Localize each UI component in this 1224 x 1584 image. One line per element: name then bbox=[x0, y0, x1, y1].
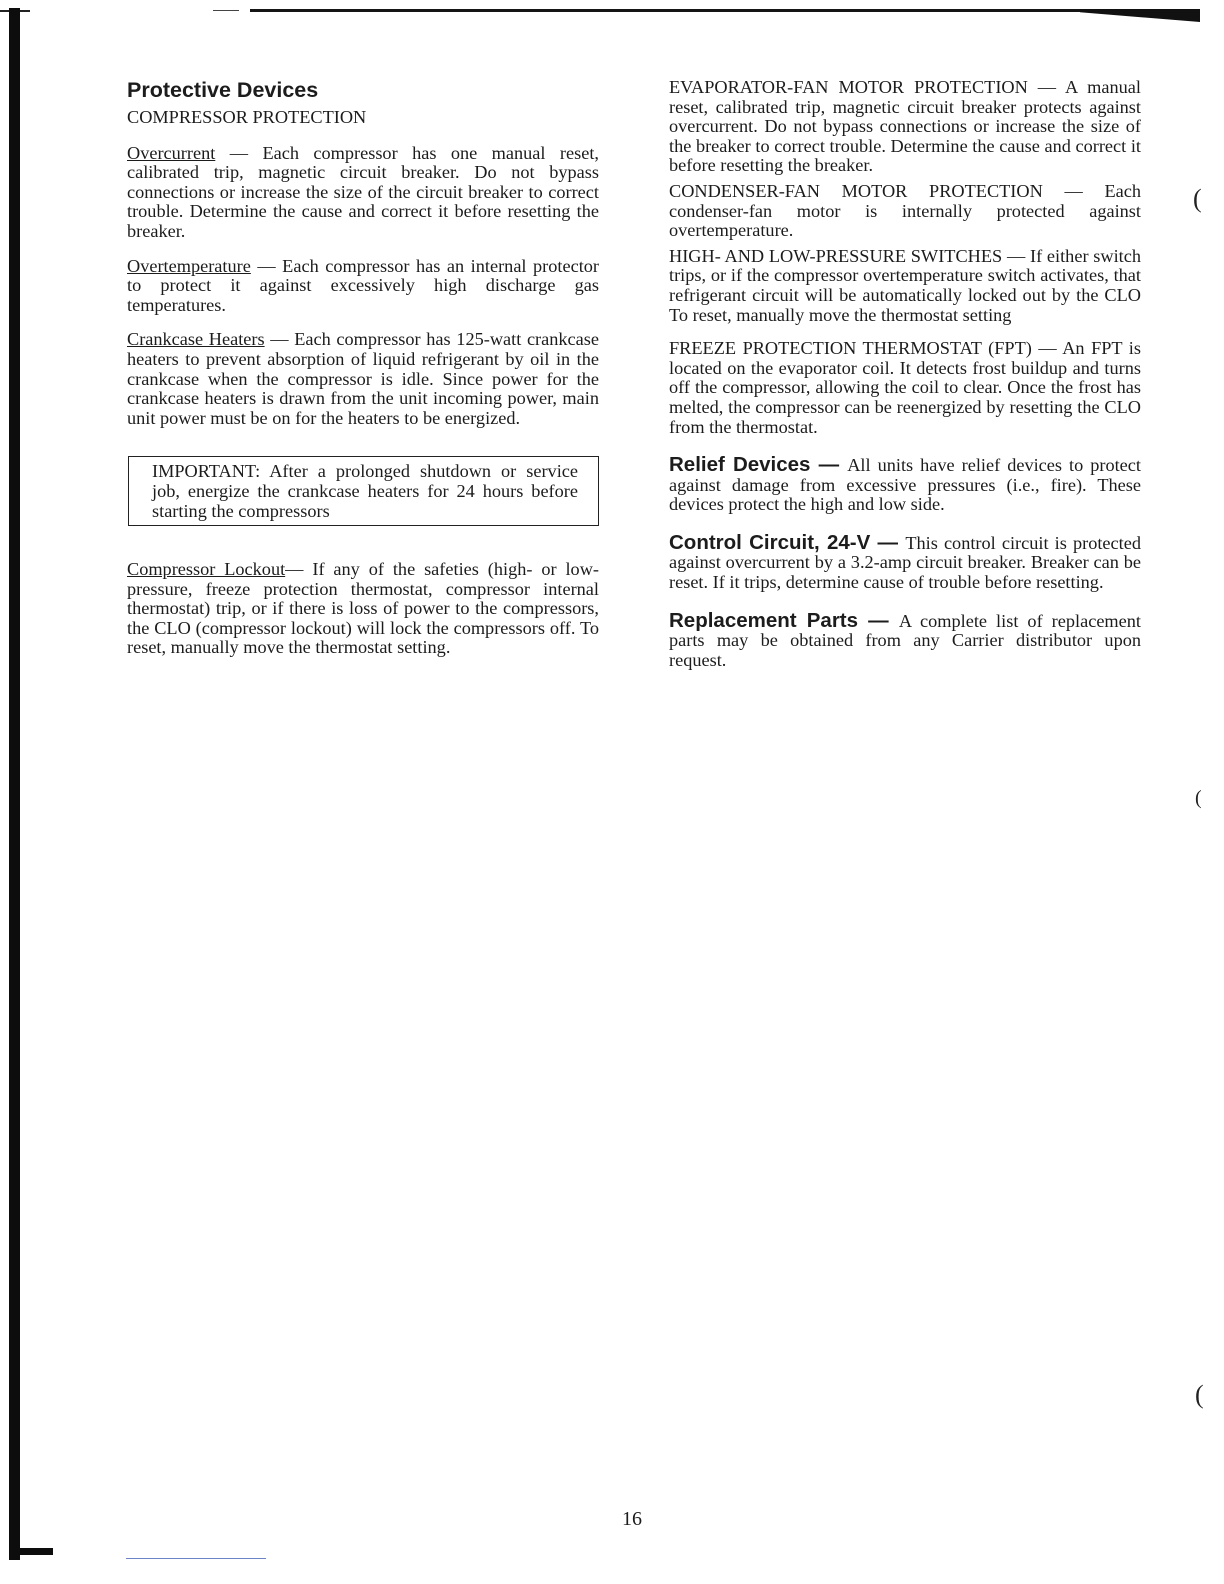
freeze-protection-label: FREEZE PROTECTION THERMOSTAT (FPT) bbox=[669, 338, 1032, 359]
control-circuit-paragraph: Control Circuit, 24-V — This control circuit is protected against overcurrent by a 3.2-amp circuit breaker. Breaker can be reset. If it trips, determine cause of trouble before resetting. bbox=[669, 530, 1141, 593]
compressor-protection-heading: COMPRESSOR PROTECTION bbox=[127, 107, 367, 127]
pressure-switches-paragraph: HIGH- AND LOW-PRESSURE SWITCHES — If either switch trips, or if the compressor overtemperature switch activates, that refrigerant circuit will be automatically locked out by the CLO To reset, manually move the thermostat setting bbox=[669, 245, 1142, 325]
condenser-fan-text: Each condenser-fan motor is internally protected against overtemperature. bbox=[669, 180, 1142, 241]
control-circuit-text: This control circuit is protected against overcurrent by a 3.2-amp circuit breaker. Breaker can be reset. If it trips, determine cause of trouble before resetting. bbox=[669, 532, 1141, 593]
evaporator-fan-text: A manual reset, calibrated trip, magnetic circuit breaker protects against overcurrent. Do not bypass connections or increase the size of the breaker to correct trouble. Determine the cause and correct it before resetting the breaker. bbox=[669, 77, 1141, 176]
freeze-protection-paragraph: FREEZE PROTECTION THERMOSTAT (FPT) — An FPT is located on the evaporator coil. It detects frost buildup and turns off the compressor, allowing the coil to clear. Once the frost has melted, the compressor can be reenergized by resetting the CLO from the thermostat. bbox=[669, 338, 1141, 437]
evaporator-fan-label: EVAPORATOR-FAN MOTOR PROTECTION bbox=[669, 77, 1028, 97]
crankcase-heaters-text: Each compressor has 125-watt crankcase heaters to prevent absorption of liquid refrigerant by oil in the crankcase when the compressor is idle. Since power for the crankcase heaters is drawn from the unit incoming power, main unit power must be on for the heaters to be energized. bbox=[127, 329, 599, 428]
scan-left-edge-bar bbox=[9, 8, 20, 1560]
replacement-parts-title: Replacement Parts bbox=[669, 608, 859, 632]
page-number: 16 bbox=[622, 1508, 642, 1530]
overtemperature-text: Each compressor has an internal protector to protect it against excessively high discharge gas temperatures. bbox=[127, 255, 600, 315]
overcurrent-paragraph: Overcurrent — Each compressor has one manual reset, calibrated trip, magnetic circuit breaker. Do not bypass connections or increase the size of the circuit breaker to correct trouble. Determine the cause and correct it before resetting the breaker. bbox=[127, 142, 599, 241]
margin-mark: ( bbox=[1193, 184, 1202, 213]
relief-devices-paragraph: Relief Devices — All units have relief devices to protect against damage from excessive pressures (i.e., fire). These devices protect the high and low side. bbox=[669, 453, 1141, 515]
overtemperature-paragraph: Overtemperature — Each compressor has an internal protector to protect it against excessively high discharge gas temperatures. bbox=[127, 255, 600, 315]
important-notice-box: IMPORTANT: After a prolonged shutdown or service job, energize the crankcase heaters for 24 hours before starting the compressors bbox=[128, 456, 599, 526]
overcurrent-term: Overcurrent bbox=[127, 142, 216, 163]
pressure-switches-text: If either switch trips, or if the compressor overtemperature switch activates, that refrigerant circuit will be automatically locked out by the CLO To reset, manually move the thermostat setting bbox=[669, 245, 1142, 325]
overcurrent-text: Each compressor has one manual reset, calibrated trip, magnetic circuit breaker. Do not bypass connections or increase the size of the circuit breaker to correct trouble. Determine the cause and correct it before resetting the breaker. bbox=[127, 142, 599, 241]
left-column bbox=[127, 78, 599, 673]
scan-bottom-line bbox=[126, 1558, 266, 1559]
pressure-switches-label: HIGH- AND LOW-PRESSURE SWITCHES bbox=[669, 245, 1003, 266]
right-column bbox=[669, 78, 1141, 685]
control-circuit-title: Control Circuit, 24-V bbox=[669, 530, 871, 554]
evaporator-fan-paragraph: EVAPORATOR-FAN MOTOR PROTECTION — A manual reset, calibrated trip, magnetic circuit breaker protects against overcurrent. Do not bypass connections or increase the size of the breaker to correct trouble. Determine the cause and correct it before resetting the breaker. bbox=[669, 77, 1141, 176]
compressor-lockout-text: If any of the safeties (high- or low-pressure, freeze protection thermostat, compressor internal thermostat) trip, or if there is loss of power to the compressors, the CLO (compressor lockout) will lock the compressors off. To reset, manually move the thermostat setting. bbox=[127, 559, 599, 658]
margin-mark: ( bbox=[1195, 787, 1202, 809]
scan-top-dash bbox=[213, 10, 239, 11]
condenser-fan-label: CONDENSER-FAN MOTOR PROTECTION bbox=[669, 180, 1043, 201]
condenser-fan-paragraph: CONDENSER-FAN MOTOR PROTECTION — Each condenser-fan motor is internally protected against overtemperature. bbox=[669, 180, 1142, 241]
overtemperature-term: Overtemperature bbox=[127, 255, 251, 276]
freeze-protection-text: An FPT is located on the evaporator coil. It detects frost buildup and turns off the compressor, allowing the coil to clear. Once the frost has melted, the compressor can be reenergized by resetting the CLO from the thermostat. bbox=[669, 338, 1141, 437]
compressor-lockout-paragraph: Compressor Lockout— If any of the safeties (high- or low-pressure, freeze protection thermostat, compressor internal thermostat) trip, or if there is loss of power to the compressors, the CLO (compressor lockout) will lock the compressors off. To reset, manually move the thermostat setting. bbox=[127, 559, 599, 658]
compressor-lockout-term: Compressor Lockout bbox=[127, 559, 286, 580]
replacement-parts-paragraph: Replacement Parts — A complete list of replacement parts may be obtained from any Carrier distributor upon request. bbox=[669, 608, 1141, 670]
section-title: Protective Devices bbox=[127, 78, 319, 102]
relief-devices-text: All units have relief devices to protect against damage from excessive pressures (i.e., fire). These devices protect the high and low side. bbox=[669, 455, 1141, 515]
replacement-parts-text: A complete list of replacement parts may be obtained from any Carrier distributor upon request. bbox=[669, 610, 1141, 670]
scan-top-thick-edge bbox=[1080, 9, 1200, 22]
crankcase-heaters-term: Crankcase Heaters bbox=[127, 329, 265, 350]
scan-left-edge-foot bbox=[9, 1548, 53, 1555]
margin-mark: ( bbox=[1195, 1380, 1204, 1409]
scan-top-rule bbox=[250, 9, 1200, 12]
relief-devices-title: Relief Devices bbox=[669, 453, 811, 477]
crankcase-heaters-paragraph: Crankcase Heaters — Each compressor has 125-watt crankcase heaters to prevent absorption of liquid refrigerant by oil in the crankcase when the compressor is idle. Since power for the crankcase heaters is drawn from the unit incoming power, main unit power must be on for the heaters to be energized. bbox=[127, 329, 599, 428]
